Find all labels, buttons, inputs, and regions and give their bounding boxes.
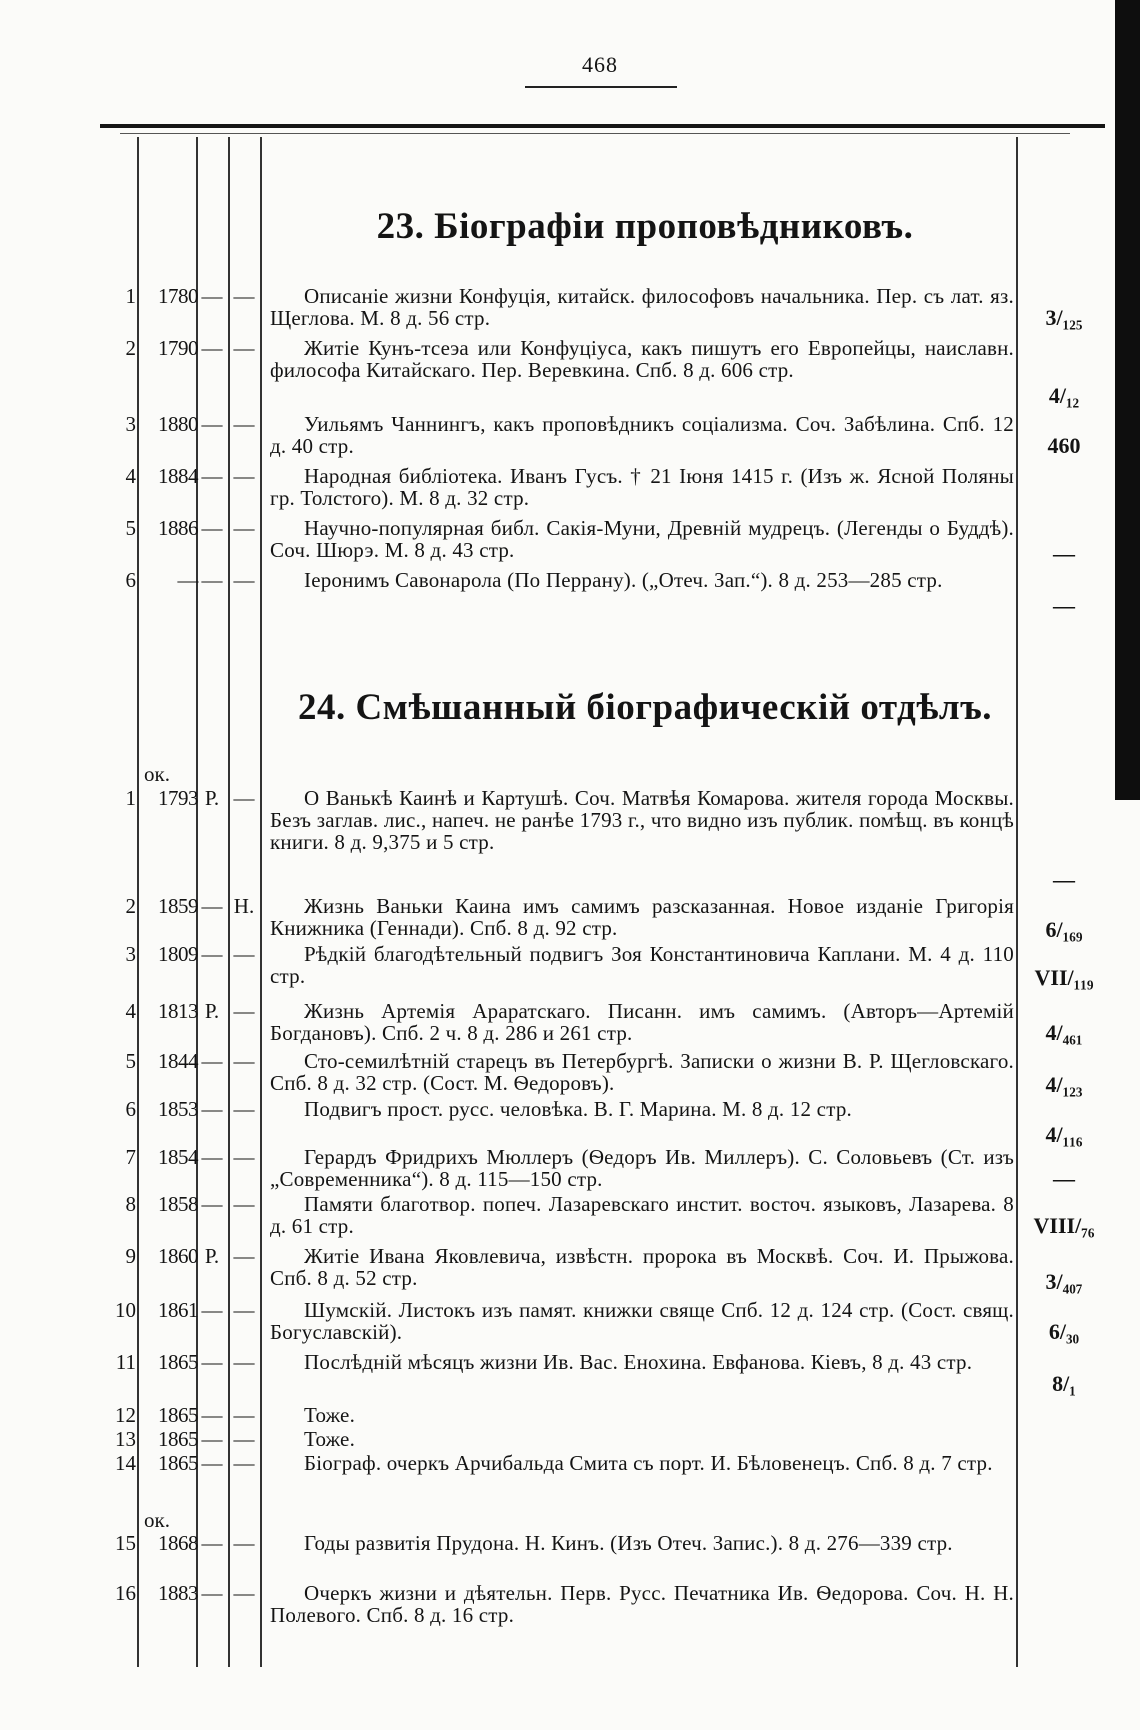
scan-edge-shadow bbox=[1115, 0, 1140, 800]
entry-mark-1: — bbox=[201, 1049, 223, 1073]
entry-year: 1859 bbox=[158, 894, 198, 918]
entry-mark-2: — bbox=[233, 1451, 255, 1475]
entry-mark-1: — bbox=[201, 464, 223, 488]
entry-mark-1: — bbox=[201, 942, 223, 966]
entry-mark-1: Р. bbox=[204, 786, 220, 810]
entry-number: 3 bbox=[125, 412, 136, 436]
entry-mark-1: — bbox=[201, 1403, 223, 1427]
entry-mark-1: — bbox=[201, 1192, 223, 1216]
entry-price: — bbox=[1053, 541, 1075, 566]
entry-number: 4 bbox=[125, 999, 136, 1023]
entry-number: 5 bbox=[125, 1049, 136, 1073]
entry-mark-1: — bbox=[201, 516, 223, 540]
entry-description: Описаніе жизни Конфуція, китайск. философовъ начальника. Пер. съ лат. яз. Щеглова. М. 8 д. 56 стр. bbox=[270, 284, 1014, 330]
entry-description: Шумскій. Листокъ изъ памят. книжки свящe Спб. 12 д. 124 стр. (Сост. свящ. Богуславскій). bbox=[270, 1298, 1014, 1344]
entry-mark-1: — bbox=[201, 1298, 223, 1322]
entry-mark-1: Р. bbox=[204, 999, 220, 1023]
entry-year: 1865 bbox=[158, 1451, 198, 1475]
entry-mark-1: — bbox=[201, 1427, 223, 1451]
entry-mark-1: — bbox=[201, 1451, 223, 1475]
entry-year: 1883 bbox=[158, 1581, 198, 1605]
entry-mark-2: — bbox=[233, 1531, 255, 1555]
entry-number: 15 bbox=[115, 1531, 136, 1555]
circa-label: ок. bbox=[144, 762, 170, 786]
entry-description: Подвигъ прост. русс. человѣка. В. Г. Марина. М. 8 д. 12 стр. bbox=[304, 1097, 852, 1121]
entry-price: 3/₁₂₅ bbox=[1045, 305, 1083, 330]
circa-label: ок. bbox=[144, 1508, 170, 1532]
entry-mark-2: — bbox=[233, 284, 255, 308]
entry-price: — bbox=[1053, 1166, 1075, 1191]
entry-price: — bbox=[1053, 593, 1075, 618]
entry-mark-1: — bbox=[201, 1581, 223, 1605]
entry-mark-1: — bbox=[201, 1350, 223, 1374]
entry-description: Жизнь Ваньки Каина имъ самимъ разсказанная. Новое изданіе Григорія Книжника (Геннади). Спб. 8 д. 92 стр. bbox=[270, 894, 1014, 940]
entry-year: 1793 bbox=[158, 786, 198, 810]
entry-mark-2: Н. bbox=[233, 894, 255, 918]
entry-mark-2: — bbox=[233, 1298, 255, 1322]
entry-number: 4 bbox=[125, 464, 136, 488]
entry-mark-2: — bbox=[233, 999, 255, 1023]
entry-year: 1880 bbox=[158, 412, 198, 436]
entry-description: Народная библіотека. Иванъ Гусъ. † 21 Іюня 1415 г. (Изъ ж. Ясной Поляны гр. Толстого). М. 8 д. 32 стр. bbox=[270, 464, 1014, 510]
entry-mark-2: — bbox=[233, 942, 255, 966]
entry-year: 1868 bbox=[158, 1531, 198, 1555]
entry-mark-1: — bbox=[201, 412, 223, 436]
entry-mark-1: — bbox=[201, 1145, 223, 1169]
entry-year: 1865 bbox=[158, 1427, 198, 1451]
entry-price: 6/₁₆₉ bbox=[1045, 917, 1083, 942]
entry-description: Тоже. bbox=[304, 1427, 356, 1451]
entry-price: 4/₁₂₃ bbox=[1045, 1072, 1083, 1097]
entry-description: Житіе Ивана Яковлевича, извѣстн. пророка въ Москвѣ. Соч. И. Прыжова. Спб. 8 д. 52 стр. bbox=[270, 1244, 1014, 1290]
entry-mark-1: — bbox=[201, 284, 223, 308]
entry-mark-1: — bbox=[201, 894, 223, 918]
entry-number: 1 bbox=[125, 786, 136, 810]
entry-mark-2: — bbox=[233, 786, 255, 810]
entry-price: VIII/₇₆ bbox=[1033, 1213, 1095, 1238]
header-rule bbox=[100, 124, 1105, 128]
entry-mark-2: — bbox=[233, 568, 255, 592]
entry-mark-2: — bbox=[233, 516, 255, 540]
entry-mark-2: — bbox=[233, 1581, 255, 1605]
entry-number: 13 bbox=[115, 1427, 136, 1451]
entry-description: Тоже. bbox=[304, 1403, 356, 1427]
entry-year: — bbox=[177, 568, 198, 592]
entry-description: Очеркъ жизни и дѣятельн. Перв. Русс. Печатника Ив. Ѳедорова. Соч. Н. Н. Полевого. Спб. 8 д. 16 стр. bbox=[270, 1581, 1014, 1627]
entry-mark-1: — bbox=[201, 336, 223, 360]
entry-description: Іеронимъ Савонарола (По Перрану). („Отеч. Зап.“). 8 д. 253—285 стр. bbox=[304, 568, 943, 592]
entry-year: 1858 bbox=[158, 1192, 198, 1216]
entry-year: 1854 bbox=[158, 1145, 198, 1169]
entry-mark-2: — bbox=[233, 1145, 255, 1169]
entry-mark-2: — bbox=[233, 1097, 255, 1121]
entry-year: 1865 bbox=[158, 1350, 198, 1374]
entry-mark-2: — bbox=[233, 1427, 255, 1451]
entry-number: 10 bbox=[115, 1298, 136, 1322]
entry-description: Научно-популярная библ. Сакія-Муни, Древній мудрецъ. (Легенды о Буддѣ). Соч. Шюрэ. М. 8 д. 43 стр. bbox=[270, 516, 1014, 562]
entry-mark-1: — bbox=[201, 568, 223, 592]
entry-number: 6 bbox=[125, 568, 136, 592]
entry-mark-2: — bbox=[233, 1192, 255, 1216]
entry-mark-2: — bbox=[233, 464, 255, 488]
entry-description: Герардъ Фридрихъ Мюллеръ (Ѳедоръ Ив. Миллеръ). С. Соловьевъ (Ст. изъ „Современника“). 8 д. 115—150 стр. bbox=[270, 1145, 1014, 1191]
entry-number: 2 bbox=[125, 336, 136, 360]
entry-mark-2: — bbox=[233, 1049, 255, 1073]
entry-price: 6/₃₀ bbox=[1048, 1319, 1080, 1344]
entry-year: 1865 bbox=[158, 1403, 198, 1427]
entry-description: Сто-семилѣтній старецъ въ Петербургѣ. Записки о жизни В. Р. Щегловскаго. Спб. 8 д. 32 стр. (Сост. М. Ѳедоровъ). bbox=[270, 1049, 1014, 1095]
entry-mark-1: — bbox=[201, 1531, 223, 1555]
entry-mark-2: — bbox=[233, 336, 255, 360]
entry-price: — bbox=[1053, 867, 1075, 892]
entry-year: 1809 bbox=[158, 942, 198, 966]
entry-number: 9 bbox=[125, 1244, 136, 1268]
entry-number: 14 bbox=[115, 1451, 136, 1475]
entry-description: Годы развитія Прудона. Н. Кинъ. (Изъ Отеч. Запис.). 8 д. 276—339 стр. bbox=[304, 1531, 953, 1555]
entry-year: 1790 bbox=[158, 336, 198, 360]
entry-price: 4/₄₆₁ bbox=[1045, 1020, 1083, 1045]
column-divider-price bbox=[1016, 137, 1018, 1667]
entry-mark-2: — bbox=[233, 1403, 255, 1427]
page-number-rule bbox=[525, 86, 677, 88]
entry-price: 3/₄₀₇ bbox=[1045, 1269, 1083, 1294]
entry-mark-2: — bbox=[233, 1350, 255, 1374]
entry-description: Рѣдкій благодѣтельный подвигъ Зоя Константиновича Каплани. М. 4 д. 110 стр. bbox=[270, 942, 1014, 988]
entry-number: 12 bbox=[115, 1403, 136, 1427]
entry-mark-1: Р. bbox=[204, 1244, 220, 1268]
header-rule-thin bbox=[120, 133, 1070, 134]
entry-description: Послѣдній мѣсяцъ жизни Ив. Вас. Енохина. Евфанова. Кіевъ, 8 д. 43 стр. bbox=[304, 1350, 973, 1374]
section-title-23: 23. Біографіи проповѣдниковъ. bbox=[376, 206, 914, 247]
entry-year: 1853 bbox=[158, 1097, 198, 1121]
column-divider-c2 bbox=[260, 137, 262, 1667]
entry-year: 1780 bbox=[158, 284, 198, 308]
entry-description: Біограф. очеркъ Арчибальда Смита съ порт. И. Бѣловенецъ. Спб. 8 д. 7 стр. bbox=[304, 1451, 993, 1475]
entry-year: 1844 bbox=[158, 1049, 198, 1073]
entry-year: 1884 bbox=[158, 464, 198, 488]
entry-description: Памяти благотвор. попеч. Лазаревскаго инстит. восточ. языковъ, Лазарева. 8 д. 61 стр. bbox=[270, 1192, 1014, 1238]
entry-description: О Ванькѣ Каинѣ и Картушѣ. Соч. Матвѣя Комарова. жителя города Москвы. Безъ заглав. лис., напеч. не ранѣе 1793 г., что видно изъ публик. помѣщ. въ концѣ книги. 8 д. 9,375 и 5 стр. bbox=[270, 786, 1014, 854]
entry-year: 1813 bbox=[158, 999, 198, 1023]
entry-number: 11 bbox=[115, 1350, 136, 1374]
entry-number: 6 bbox=[125, 1097, 136, 1121]
entry-description: Уильямъ Чаннингъ, какъ проповѣдникъ соціализма. Соч. Забѣлина. Спб. 12 д. 40 стр. bbox=[270, 412, 1014, 458]
entry-price: 4/₁₂ bbox=[1048, 383, 1080, 408]
entry-number: 16 bbox=[115, 1581, 136, 1605]
entry-mark-2: — bbox=[233, 1244, 255, 1268]
entry-price: 460 bbox=[1047, 433, 1081, 458]
entry-description: Житіе Кунъ-тсеэа или Конфуціуса, какъ пишутъ его Европейцы, наиславн. философа Китайскаго. Пер. Веревкина. Спб. 8 д. 606 стр. bbox=[270, 336, 1014, 382]
section-title-24: 24. Смѣшанный біографическій отдѣлъ. bbox=[297, 687, 993, 728]
entry-price: 8/₁ bbox=[1052, 1371, 1076, 1396]
entry-description: Жизнь Артемія Араратскаго. Писанн. имъ самимъ. (Авторъ—Артемій Богдановъ). Спб. 2 ч. 8 д. 286 и 261 стр. bbox=[270, 999, 1014, 1045]
entry-price: VII/₁₁₉ bbox=[1034, 965, 1094, 990]
entry-number: 3 bbox=[125, 942, 136, 966]
entry-number: 5 bbox=[125, 516, 136, 540]
page-number: 468 bbox=[582, 52, 618, 77]
entry-price: 4/₁₁₆ bbox=[1045, 1122, 1083, 1147]
entry-year: 1861 bbox=[158, 1298, 198, 1322]
entry-mark-2: — bbox=[233, 412, 255, 436]
entry-number: 2 bbox=[125, 894, 136, 918]
entry-year: 1860 bbox=[158, 1244, 198, 1268]
entry-number: 1 bbox=[125, 284, 136, 308]
entry-number: 7 bbox=[125, 1145, 136, 1169]
entry-mark-1: — bbox=[201, 1097, 223, 1121]
entry-number: 8 bbox=[125, 1192, 136, 1216]
entry-year: 1886 bbox=[158, 516, 198, 540]
